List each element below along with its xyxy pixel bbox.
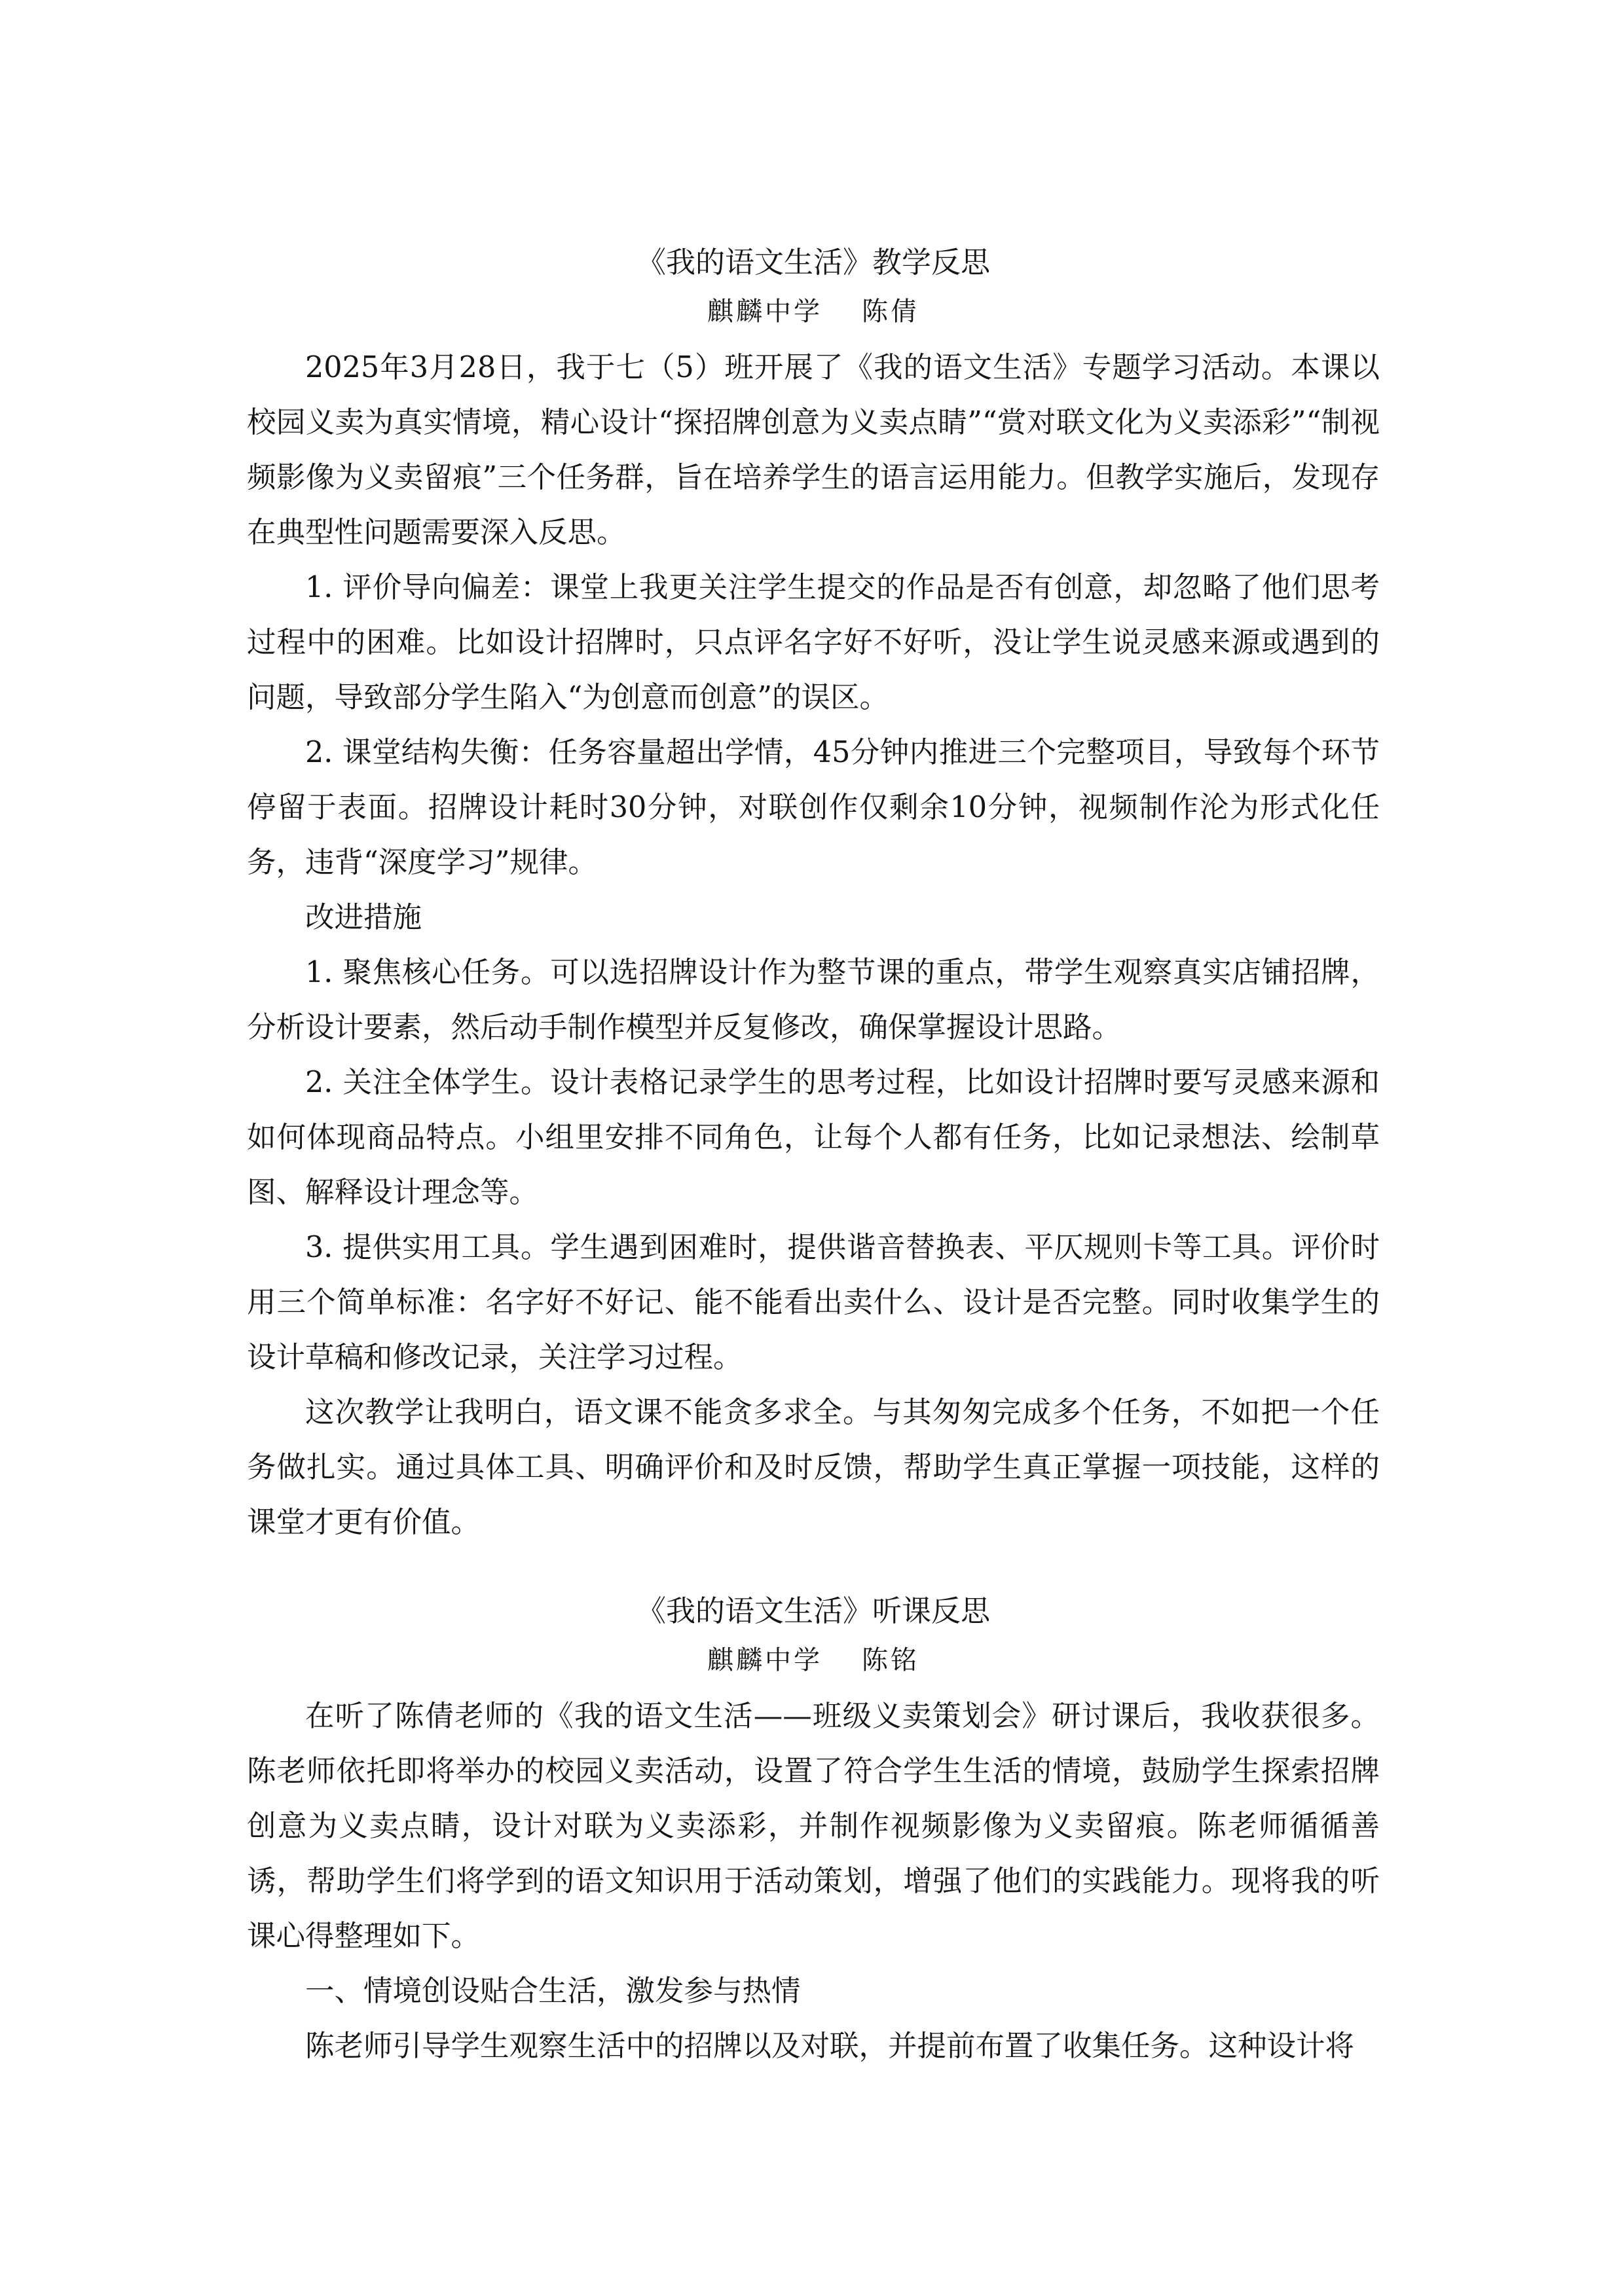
author-name: 陈倩	[862, 297, 919, 327]
section-heading: 改进措施	[305, 901, 422, 934]
school-name: 麒麟中学	[707, 1645, 822, 1675]
paragraph: 在听了陈倩老师的《我的语文生活——班级义卖策划会》研讨课后，我收获很多。陈老师依托即将举办的校园义卖活动，设置了符合学生生活的情境，鼓励学生探索招牌创意为义卖点睛，设计对联为义卖添彩，并制作视频影像为义卖留痕。陈老师循循善诱，帮助学生们将学到的语文知识用于活动策划，增强了他们的实践能力。现将我的听课心得整理如下。	[247, 1700, 1380, 1953]
paragraph: 这次教学让我明白，语文课不能贪多求全。与其匆匆完成多个任务，不如把一个任务做扎实。通过具体工具、明确评价和及时反馈，帮助学生真正掌握一项技能，这样的课堂才更有价值。	[247, 1396, 1380, 1539]
paragraph: 3. 提供实用工具。学生遇到困难时，提供谐音替换表、平仄规则卡等工具。评价时用三个简单标准：名字好不好记、能不能看出卖什么、设计是否完整。同时收集学生的设计草稿和修改记录，关注学习过程。	[247, 1231, 1380, 1374]
document-page	[247, 242, 1380, 2074]
article-title: 《我的语文生活》听课反思	[636, 1594, 990, 1628]
author-line	[247, 292, 1380, 331]
section-heading: 一、情境创设贴合生活，激发参与热情	[305, 1975, 801, 2008]
paragraph: 1. 聚焦核心任务。可以选招牌设计作为整节课的重点，带学生观察真实店铺招牌，分析设计要素，然后动手制作模型并反复修改，确保掌握设计思路。	[247, 956, 1380, 1044]
article-observation-reflection	[247, 1591, 1380, 2074]
school-name: 麒麟中学	[707, 297, 822, 327]
article-teaching-reflection	[247, 242, 1380, 1550]
author-line	[247, 1641, 1380, 1680]
paragraph: 陈老师引导学生观察生活中的招牌以及对联，并提前布置了收集任务。这种设计将	[305, 2030, 1355, 2063]
paragraph: 2025年3月28日，我于七（5）班开展了《我的语文生活》专题学习活动。本课以校园义卖为真实情境，精心设计“探招牌创意为义卖点睛”“赏对联文化为义卖添彩”“制视频影像为义卖留痕”三个任务群，旨在培养学生的语言运用能力。但教学实施后，发现存在典型性问题需要深入反思。	[247, 351, 1380, 549]
paragraph: 2. 课堂结构失衡：任务容量超出学情，45分钟内推进三个完整项目，导致每个环节停留于表面。招牌设计耗时30分钟，对联创作仅剩余10分钟，视频制作沦为形式化任务，违背“深度学习”规律。	[247, 736, 1380, 879]
paragraph: 1. 评价导向偏差：课堂上我更关注学生提交的作品是否有创意，却忽略了他们思考过程中的困难。比如设计招牌时，只点评名字好不好听，没让学生说灵感来源或遇到的问题，导致部分学生陷入“为创意而创意”的误区。	[247, 571, 1380, 714]
author-name: 陈铭	[862, 1645, 919, 1675]
article-title: 《我的语文生活》教学反思	[636, 245, 990, 280]
paragraph: 2. 关注全体学生。设计表格记录学生的思考过程，比如设计招牌时要写灵感来源和如何体现商品特点。小组里安排不同角色，让每个人都有任务，比如记录想法、绘制草图、解释设计理念等。	[247, 1066, 1380, 1209]
